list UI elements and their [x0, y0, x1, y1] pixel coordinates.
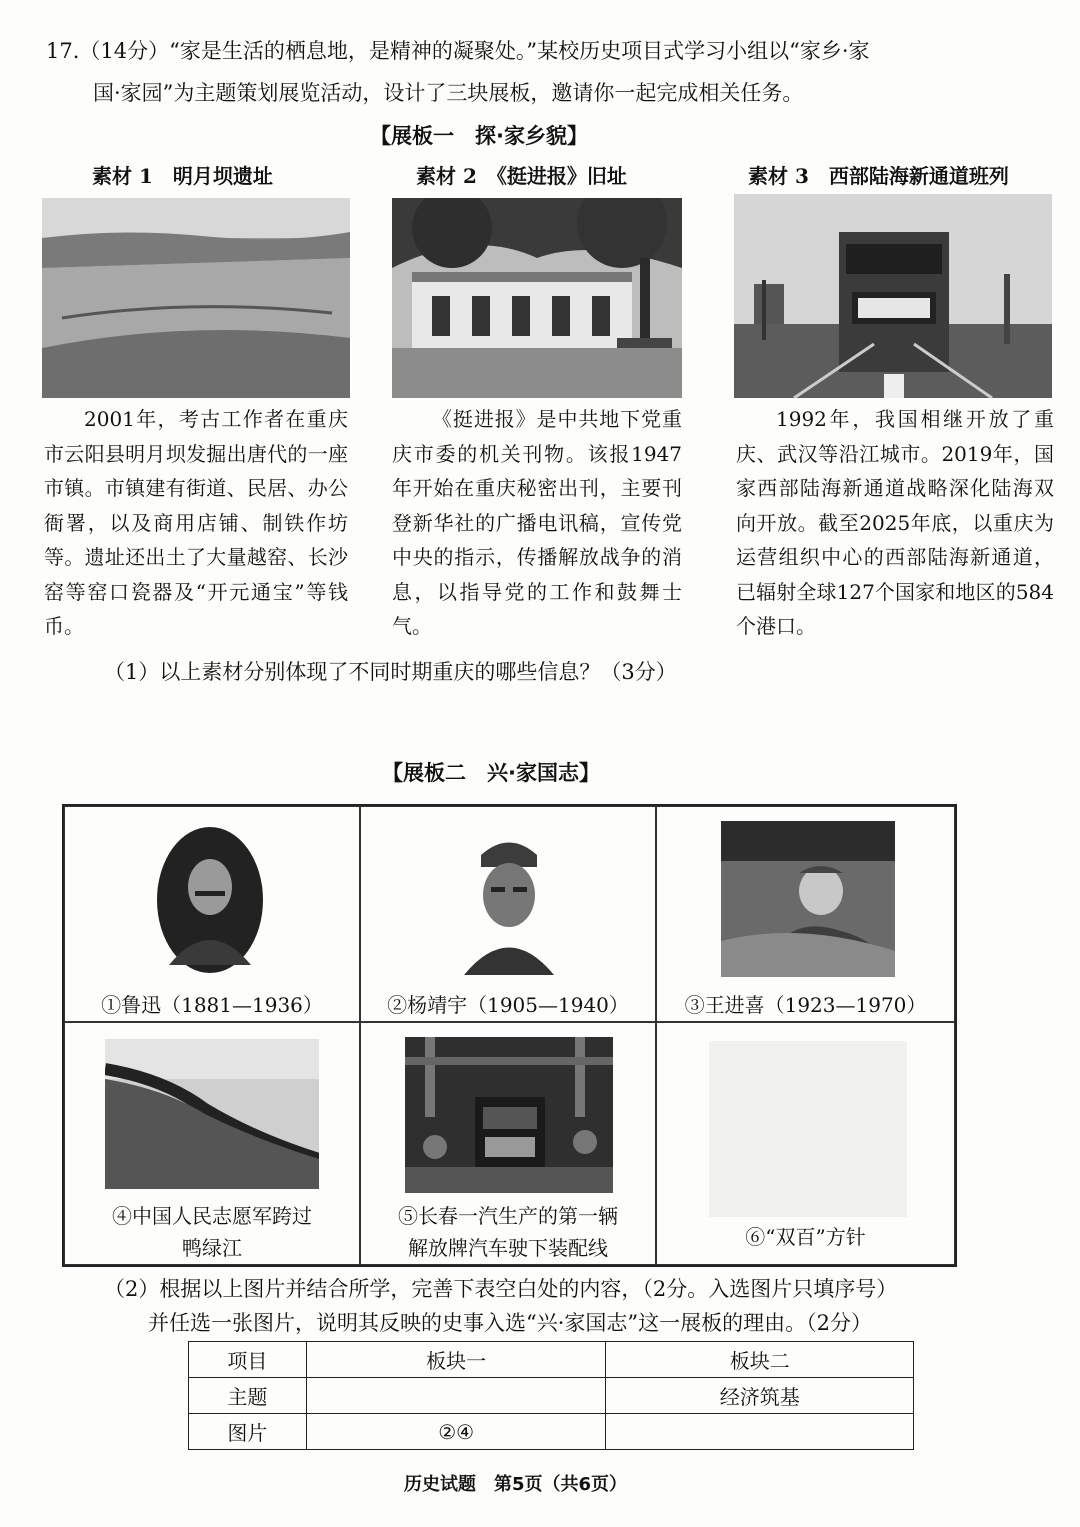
- table-header-row: [189, 1342, 914, 1378]
- yangjingyu-portrait: [459, 825, 559, 975]
- table-cell: 主题: [189, 1378, 307, 1414]
- page-footer: 历史试题 第5页（共6页）: [404, 1474, 628, 1495]
- table-cell: 板块二: [606, 1342, 914, 1378]
- wangjinxi-photo: [721, 821, 895, 977]
- answer-table: [188, 1341, 914, 1450]
- table-row-theme: [189, 1378, 914, 1414]
- table-cell: 经济筑基: [606, 1378, 914, 1414]
- panel1-title: 【展板一 探·家乡貌】: [370, 124, 588, 148]
- table-cell: 图片: [189, 1414, 307, 1450]
- task2-prompt-line1: （2）根据以上图片并结合所学，完善下表空白处的内容，（2分。入选图片只填序号）: [104, 1277, 898, 1301]
- panel2-image-grid: [62, 804, 957, 1267]
- grid-cell-5: [360, 1022, 656, 1265]
- panel2-title: 【展板二 兴·家国志】: [382, 761, 600, 785]
- task2-prompt-line2: 并任选一张图片，说明其反映的史事入选“兴·家国志”这一展板的理由。（2分）: [148, 1311, 873, 1335]
- volunteer-army-river-photo: [105, 1039, 319, 1189]
- table-cell: ②④: [306, 1414, 606, 1450]
- material1-text: 2001年，考古工作者在重庆市云阳县明月坝发掘出唐代的一座市镇。市镇建有街道、民居、办公衙署，以及商用店铺、制铁作坊等。遗址还出土了大量越窑、长沙窑等窑口瓷器及“开元通宝”等钱币。: [44, 407, 348, 638]
- grid-cell-4: [64, 1022, 360, 1265]
- grid-cell-1: [64, 806, 360, 1022]
- mingyueba-site-photo: [42, 198, 350, 398]
- table-cell: 板块一: [306, 1342, 606, 1378]
- cell-caption-5-line2: 解放牌汽车驶下装配线: [408, 1236, 608, 1260]
- material1-caption: 素材 1 明月坝遗址: [92, 164, 273, 188]
- tingjinbao-site-photo: [392, 198, 682, 398]
- task1-prompt: （1）以上素材分别体现了不同时期重庆的哪些信息？（3分）: [104, 660, 677, 684]
- cell-caption-4-line1: ④中国人民志愿军跨过: [112, 1204, 312, 1228]
- luxun-portrait: [155, 825, 265, 975]
- table-cell: 项目: [189, 1342, 307, 1378]
- material2-caption: 素材 2 《挺进报》旧址: [416, 164, 627, 188]
- cell-caption-3: ③王进喜（1923—1970）: [684, 993, 927, 1017]
- table-row-images: [189, 1414, 914, 1450]
- blank-image-placeholder: [709, 1041, 907, 1217]
- cell-caption-1: ①鲁迅（1881—1936）: [101, 993, 323, 1017]
- material3-text: 1992年，我国相继开放了重庆、武汉等沿江城市。2019年，国家西部陆海新通道战略深化陆海双向开放。截至2025年底，以重庆为运营组织中心的西部陆海新通道，已辐射全球127个国家和地区的584个港口。: [736, 407, 1054, 638]
- cell-caption-4-line2: 鸭绿江: [182, 1236, 242, 1260]
- material3-caption: 素材 3 西部陆海新通道班列: [748, 164, 1009, 188]
- cell-caption-2: ②杨靖宇（1905—1940）: [387, 993, 629, 1017]
- answer-blank-theme-1[interactable]: [306, 1378, 606, 1414]
- question-stem-line1: 17.（14分）“家是生活的栖息地，是精神的凝聚处。”某校历史项目式学习小组以“家乡·家: [46, 39, 870, 63]
- answer-blank-images-2[interactable]: [606, 1414, 914, 1450]
- western-corridor-train-photo: [734, 194, 1052, 398]
- cell-caption-5-line1: ⑤长春一汽生产的第一辆: [398, 1204, 618, 1228]
- grid-cell-2: [360, 806, 656, 1022]
- material2-text: 《挺进报》是中共地下党重庆市委的机关刊物。该报1947年开始在重庆秘密出刊，主要刊登新华社的广播电讯稿，宣传党中央的指示，传播解放战争的消息，以指导党的工作和鼓舞士气。: [392, 407, 682, 638]
- question-stem-line2: 国·家园”为主题策划展览活动，设计了三块展板，邀请你一起完成相关任务。: [93, 81, 804, 105]
- grid-cell-3: [656, 806, 955, 1022]
- first-jiefang-truck-photo: [405, 1037, 613, 1193]
- grid-cell-6: [656, 1022, 955, 1265]
- cell-caption-6: ⑥“双百”方针: [745, 1225, 866, 1249]
